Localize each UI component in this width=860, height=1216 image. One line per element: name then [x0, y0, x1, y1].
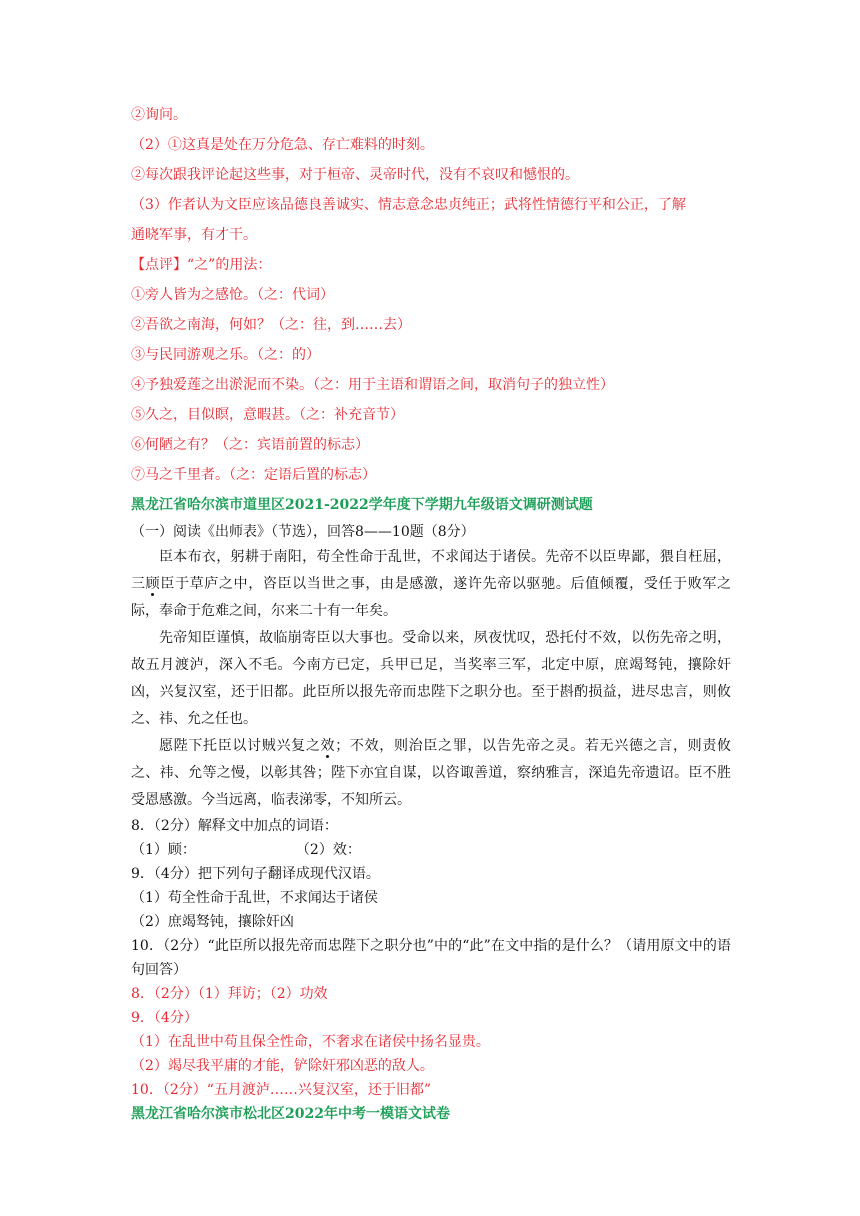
- answer-9: 9．（4分）: [131, 1010, 198, 1026]
- section-heading: 黑龙江省哈尔滨市松北区2022年中考一模语文试卷: [131, 1106, 450, 1122]
- section-heading: 黑龙江省哈尔滨市道里区2021-2022学年度下学期九年级语文调研测试题: [131, 497, 593, 513]
- comment-item: ⑦马之千里者。（之：定语后置的标志）: [131, 467, 376, 483]
- answer-9-part-1: （1）在乱世中苟且保全性命，不奢求在诸侯中扬名显贵。: [131, 1034, 490, 1050]
- question-8-part-2: （2）效：: [295, 842, 361, 858]
- question-9: 9．（4分）把下列句子翻译成现代汉语。: [131, 866, 380, 882]
- question-9-part-2: （2）庶竭驽钝，攘除奸凶: [131, 914, 294, 930]
- answer-line: ②每次跟我评论起这些事，对于桓帝、灵帝时代，没有不哀叹和憾恨的。: [131, 167, 579, 183]
- passage-text: 愿陛下托臣以讨贼兴复之: [159, 738, 321, 754]
- answer-10: 10．（2分）“五月渡泸……兴复汉室，还于旧都”: [131, 1082, 432, 1098]
- passage-text: 臣本布衣，躬耕于南阳，苟全性命于乱世，不求闻达于诸侯。先帝不以臣卑鄙，猥自枉屈，三: [131, 549, 731, 592]
- comment-item: ④予独爱莲之出淤泥而不染。（之：用于主语和谓语之间，取消句子的独立性）: [131, 377, 614, 393]
- answer-9-part-2: （2）竭尽我平庸的才能，铲除奸邪凶恶的敌人。: [131, 1058, 434, 1074]
- answer-line: 通晓军事，有才干。: [131, 227, 257, 243]
- passage-text: 臣于草庐之中，咨臣以当世之事，由是感激，遂许先帝以驱驰。后值倾覆，受任于败军之际，奉命于危难之间，尔来二十有一年矣。: [131, 576, 732, 619]
- comment-item: ⑤久之，目似瞑，意暇甚。（之：补充音节）: [131, 407, 404, 423]
- question-9-part-1: （1）苟全性命于乱世，不求闻达于诸侯: [131, 890, 378, 906]
- comment-item: ①旁人皆为之感怆。（之：代词）: [131, 287, 334, 303]
- answer-line: （2）①这真是处在万分危急、存亡难料的时刻。: [131, 137, 434, 153]
- dotted-word: 效: [320, 738, 336, 754]
- question-8: 8．（2分）解释文中加点的词语：: [131, 818, 338, 834]
- dotted-word: 顾: [145, 576, 161, 592]
- comment-item: ②吾欲之南海，何如？（之：往，到……去）: [131, 317, 411, 333]
- reading-intro: （一）阅读《出师表》（节选），回答8——10题（8分）: [131, 524, 475, 540]
- comment-item: ③与民同游观之乐。（之：的）: [131, 347, 320, 363]
- passage-paragraph: 先帝知臣谨慎，故临崩寄臣以大事也。受命以来，夙夜忧叹，恐托付不效，以伤先帝之明，故五月渡泸，深入不毛。今南方已定，兵甲已足，当奖率三军，北定中原，庶竭驽钝，攘除奸凶，兴复汉室，还于旧都。此臣所以报先帝而忠陛下之职分也。至于斟酌损益，进尽忠言，则攸之、祎、允之任也。: [131, 630, 731, 727]
- answer-8: 8．（2分）（1）拜访；（2）功效: [131, 986, 328, 1002]
- passage-paragraph: [131, 544, 731, 625]
- passage-paragraph: [131, 733, 731, 814]
- passage-text: ；不效，则治臣之罪，以告先帝之灵。若无兴德之言，则责攸之、祎、允等之慢，以彰其咎；陛下亦宜自谋，以咨诹善道，察纳雅言，深追先帝遗诏。臣不胜受恩感激。今当远离，临表涕零，不知所云。: [131, 738, 732, 808]
- comment-item: ⑥何陋之有？（之：宾语前置的标志）: [131, 437, 369, 453]
- question-8-parts: [131, 838, 731, 862]
- answer-line: ②询问。: [131, 107, 187, 123]
- question-10: 10．（2分）“此臣所以报先帝而忠陛下之职分也”中的“此”在文中指的是什么？（请用原文中的语句回答）: [131, 938, 731, 978]
- question-8-part-1: （1）顾：: [131, 842, 196, 858]
- comment-title: 【点评】“之”的用法：: [131, 257, 272, 273]
- answer-line: （3）作者认为文臣应该品德良善诚实、情志意念忠贞纯正；武将性情德行平和公正，了解: [131, 197, 686, 213]
- document-body: [131, 100, 731, 1126]
